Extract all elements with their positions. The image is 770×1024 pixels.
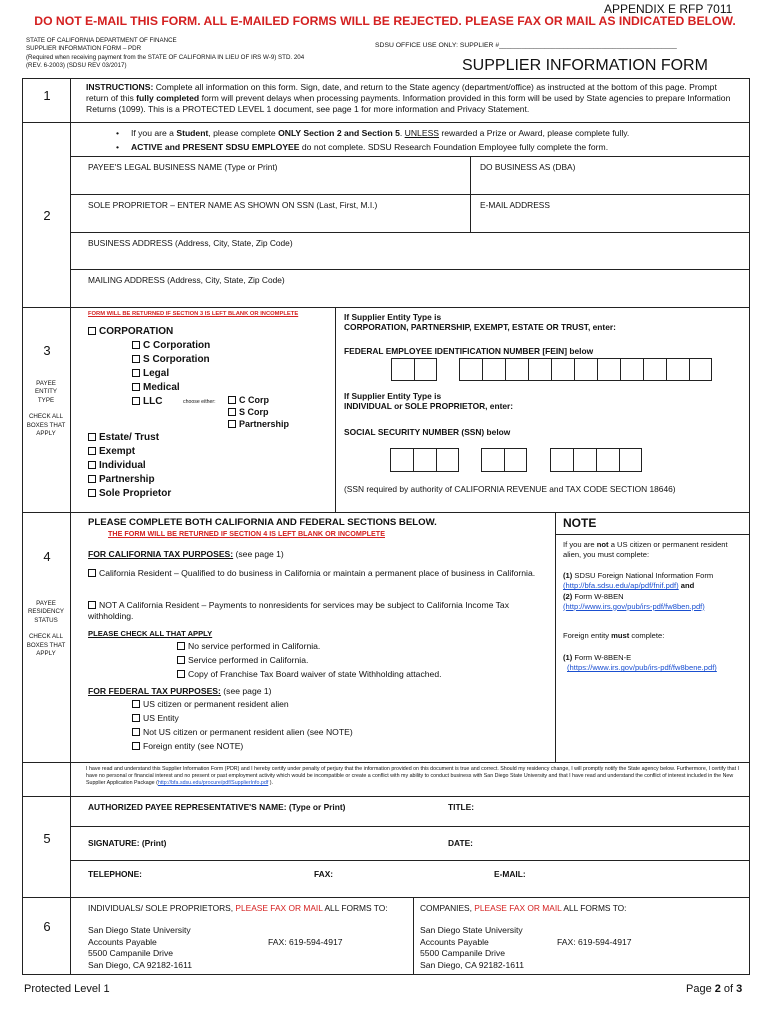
legal-name-field[interactable]: PAYEE'S LEGAL BUSINESS NAME (Type or Print) [88,162,278,172]
not-ca-resident-checkbox[interactable]: NOT A California Resident – Payments to nonresidents for services may be subject to California Income Tax withholding. [88,600,509,622]
section-2-number: 2 [43,208,51,223]
ca-resident-checkbox[interactable]: California Resident – Qualified to do business in California or maintain a permanent place of business in California. [88,568,548,579]
email-address-field[interactable]: E-MAIL ADDRESS [480,200,550,210]
section-3-warning: FORM WILL BE RETURNED IF SECTION 3 IS LEFT BLANK OR INCOMPLETE [88,311,299,317]
individuals-fax: FAX: 619-594-4917 [268,937,343,947]
email-warning: DO NOT E-MAIL THIS FORM. ALL E-MAILED FORMS WILL BE REJECTED. PLEASE FAX OR MAIL AS INDICATED BELOW. [34,14,736,28]
mailing-address-field[interactable]: MAILING ADDRESS (Address, City, State, Zip Code) [88,275,285,285]
office-use-field: SDSU OFFICE USE ONLY: SUPPLIER #_______________________________________________ [375,42,677,49]
check-all-label: PLEASE CHECK ALL THAT APPLY [88,629,213,638]
s-corporation-checkbox[interactable]: S Corporation [132,354,210,365]
foreign-entity-note: Foreign entity must complete: [563,631,665,640]
telephone-field[interactable]: TELEPHONE: [88,869,142,879]
section-5-number: 5 [43,831,51,846]
ssn-label: SOCIAL SECURITY NUMBER (SSN) below [344,427,511,437]
fein-label: FEDERAL EMPLOYEE IDENTIFICATION NUMBER [FEIN] below [344,346,594,356]
note-title: NOTE [563,516,597,530]
dba-field[interactable]: DO BUSINESS AS (DBA) [480,162,576,172]
fein-digits-2[interactable] [459,358,712,381]
foreign-entity-checkbox[interactable]: Foreign entity (see NOTE) [132,741,243,751]
protected-level-label: Protected Level 1 [24,983,110,995]
fnif-link[interactable]: (http://bfa.sdsu.edu/ap/pdf/fnif.pdf) [563,581,679,591]
w8bene-link[interactable]: (https://www.irs.gov/pub/irs-pdf/fw8bene.pdf) [567,663,717,673]
not-us-citizen-checkbox[interactable]: Not US citizen or permanent resident alien (see NOTE) [132,727,353,737]
appendix-label: APPENDIX E RFP 7011 [604,2,733,16]
rep-name-field[interactable]: AUTHORIZED PAYEE REPRESENTATIVE'S NAME: (Type or Print) [88,802,346,812]
federal-tax-purposes-label: FOR FEDERAL TAX PURPOSES: (see page 1) [88,686,272,696]
llc-partnership-checkbox[interactable]: Partnership [228,420,289,430]
ssn-authority-note: (SSN required by authority of CALIFORNIA REVENUE and TAX CODE SECTION 18646) [344,484,676,494]
section-4-side-label: PAYEE RESIDENCY STATUS CHECK ALL BOXES THAT APPLY [26,600,66,658]
legal-checkbox[interactable]: Legal [132,368,169,379]
fax-field[interactable]: FAX: [314,869,334,879]
signature-field[interactable]: SIGNATURE: (Print) [88,838,167,848]
page-number: Page 2 of 3 [686,983,743,995]
section-4-heading: PLEASE COMPLETE BOTH CALIFORNIA AND FEDERAL SECTIONS BELOW. [88,517,437,528]
fein-heading: If Supplier Entity Type is CORPORATION, PARTNERSHIP, EXEMPT, ESTATE OR TRUST, enter: [344,312,616,333]
companies-fax: FAX: 619-594-4917 [557,937,632,947]
section-3-number: 3 [43,343,51,358]
c-corporation-checkbox[interactable]: C Corporation [132,340,210,351]
estate-trust-checkbox[interactable]: Estate/ Trust [88,432,159,443]
individuals-mail-label: INDIVIDUALS/ SOLE PROPRIETORS, PLEASE FAX OR MAIL ALL FORMS TO: [88,903,388,913]
instructions-text: INSTRUCTIONS: Complete all information on this form. Sign, date, and return to the State agency (department/office) as instructed at the bottom of this page. Prompt return of this fully completed form will prevent delays when processing payments. Information provided in this form will be used by State agencies to prepare Information Returns (1099). This is a PROTECTED LEVEL 1 document, see page 1 for more information and Privacy Statement. [86,82,731,115]
llc-s-corp-checkbox[interactable]: S Corp [228,408,269,418]
individual-checkbox[interactable]: Individual [88,460,146,471]
llc-c-corp-checkbox[interactable]: C Corp [228,396,269,406]
companies-address: San Diego State University Accounts Payable 5500 Campanile Drive San Diego, CA 92182-1611 [420,925,524,970]
us-entity-checkbox[interactable]: US Entity [132,713,179,723]
title-field[interactable]: TITLE: [448,802,475,812]
certification-text: I have read and understand this Supplier Information Form (PDR) and I hereby certify under penalty of perjury that the information provided on this document is true and correct. Should my residency change, I will promptly notify the State agency below. Furthermore, I certify that I have no personal or financial interest and no present or past employment activity which would be incompatible or create a conflict with my ability to conduct business with San Diego State University and that I have read and understand the conflict of interest included in the New Supplier Application Package (http://bfa.sdsu.edu/procure/pdf/SupplierInfo.pdf ). [86,766,740,786]
service-checkbox[interactable]: Service performed in California. [177,655,308,665]
ssn-heading: If Supplier Entity Type is INDIVIDUAL or SOLE PROPRIETOR, enter: [344,391,514,412]
date-field[interactable]: DATE: [448,838,473,848]
corporation-checkbox[interactable]: CORPORATION [88,326,173,337]
w8bene-note: (1) Form W-8BEN-E (https://www.irs.gov/pub/irs-pdf/fw8bene.pdf) [563,653,717,673]
choose-either-label: choose either: [183,399,216,405]
sole-proprietor-checkbox[interactable]: Sole Proprietor [88,488,171,499]
exempt-checkbox[interactable]: Exempt [88,446,135,457]
section-3-side-label: PAYEE ENTITY TYPE CHECK ALL BOXES THAT APPLY [26,380,66,438]
section-1-number: 1 [43,88,51,103]
companies-mail-label: COMPANIES, PLEASE FAX OR MAIL ALL FORMS TO: [420,903,627,913]
note-text: If you are not a US citizen or permanent resident alien, you must complete: [563,540,728,560]
note-forms-list: (1) SDSU Foreign National Information Form (http://bfa.sdsu.edu/ap/pdf/fnif.pdf) and (2) Form W-8BEN (http://www.irs.gov/pub/irs-pdf/fw8ben.pdf) [563,571,714,611]
no-service-checkbox[interactable]: No service performed in California. [177,641,320,651]
waiver-checkbox[interactable]: Copy of Franchise Tax Board waiver of state Withholding attached. [177,669,442,679]
medical-checkbox[interactable]: Medical [132,382,180,393]
supplier-info-link[interactable]: http://bfa.sdsu.edu/procure/pdf/SupplierInfo.pdf [157,779,269,786]
ssn-digits-1[interactable] [390,448,459,472]
section-6-number: 6 [43,919,51,934]
email-field[interactable]: E-MAIL: [494,869,526,879]
section-4-number: 4 [43,549,51,564]
individuals-address: San Diego State University Accounts Payable 5500 Campanile Drive San Diego, CA 92182-1611 [88,925,192,970]
partnership-checkbox[interactable]: Partnership [88,474,155,485]
employee-bullet: • ACTIVE and PRESENT SDSU EMPLOYEE do not complete. SDSU Research Foundation Employee fully complete the form. [116,142,609,152]
business-address-field[interactable]: BUSINESS ADDRESS (Address, City, State, Zip Code) [88,238,293,248]
section-4-warning: THE FORM WILL BE RETURNED IF SECTION 4 IS LEFT BLANK OR INCOMPLETE [108,529,385,538]
department-info: STATE OF CALIFORNIA DEPARTMENT OF FINANCE SUPPLIER INFORMATION FORM – PDR (Required when receiving payment from the STATE OF CALIFORNIA IN LIEU OF IRS W-9) STD. 204 (REV. 6-2003) (SDSU REV 03/2017) [26,37,305,70]
form-title: SUPPLIER INFORMATION FORM [462,57,708,74]
ca-tax-purposes-label: FOR CALIFORNIA TAX PURPOSES: (see page 1) [88,549,284,559]
llc-checkbox[interactable]: LLC [132,396,162,407]
us-citizen-checkbox[interactable]: US citizen or permanent resident alien [132,699,289,709]
w8ben-link[interactable]: (http://www.irs.gov/pub/irs-pdf/fw8ben.pdf) [563,601,705,611]
student-bullet: • If you are a Student, please complete ONLY Section 2 and Section 5. UNLESS rewarded a Prize or Award, please complete fully. [116,128,630,138]
sole-proprietor-name-field[interactable]: SOLE PROPRIETOR – ENTER NAME AS SHOWN ON SSN (Last, First, M.I.) [88,200,378,210]
